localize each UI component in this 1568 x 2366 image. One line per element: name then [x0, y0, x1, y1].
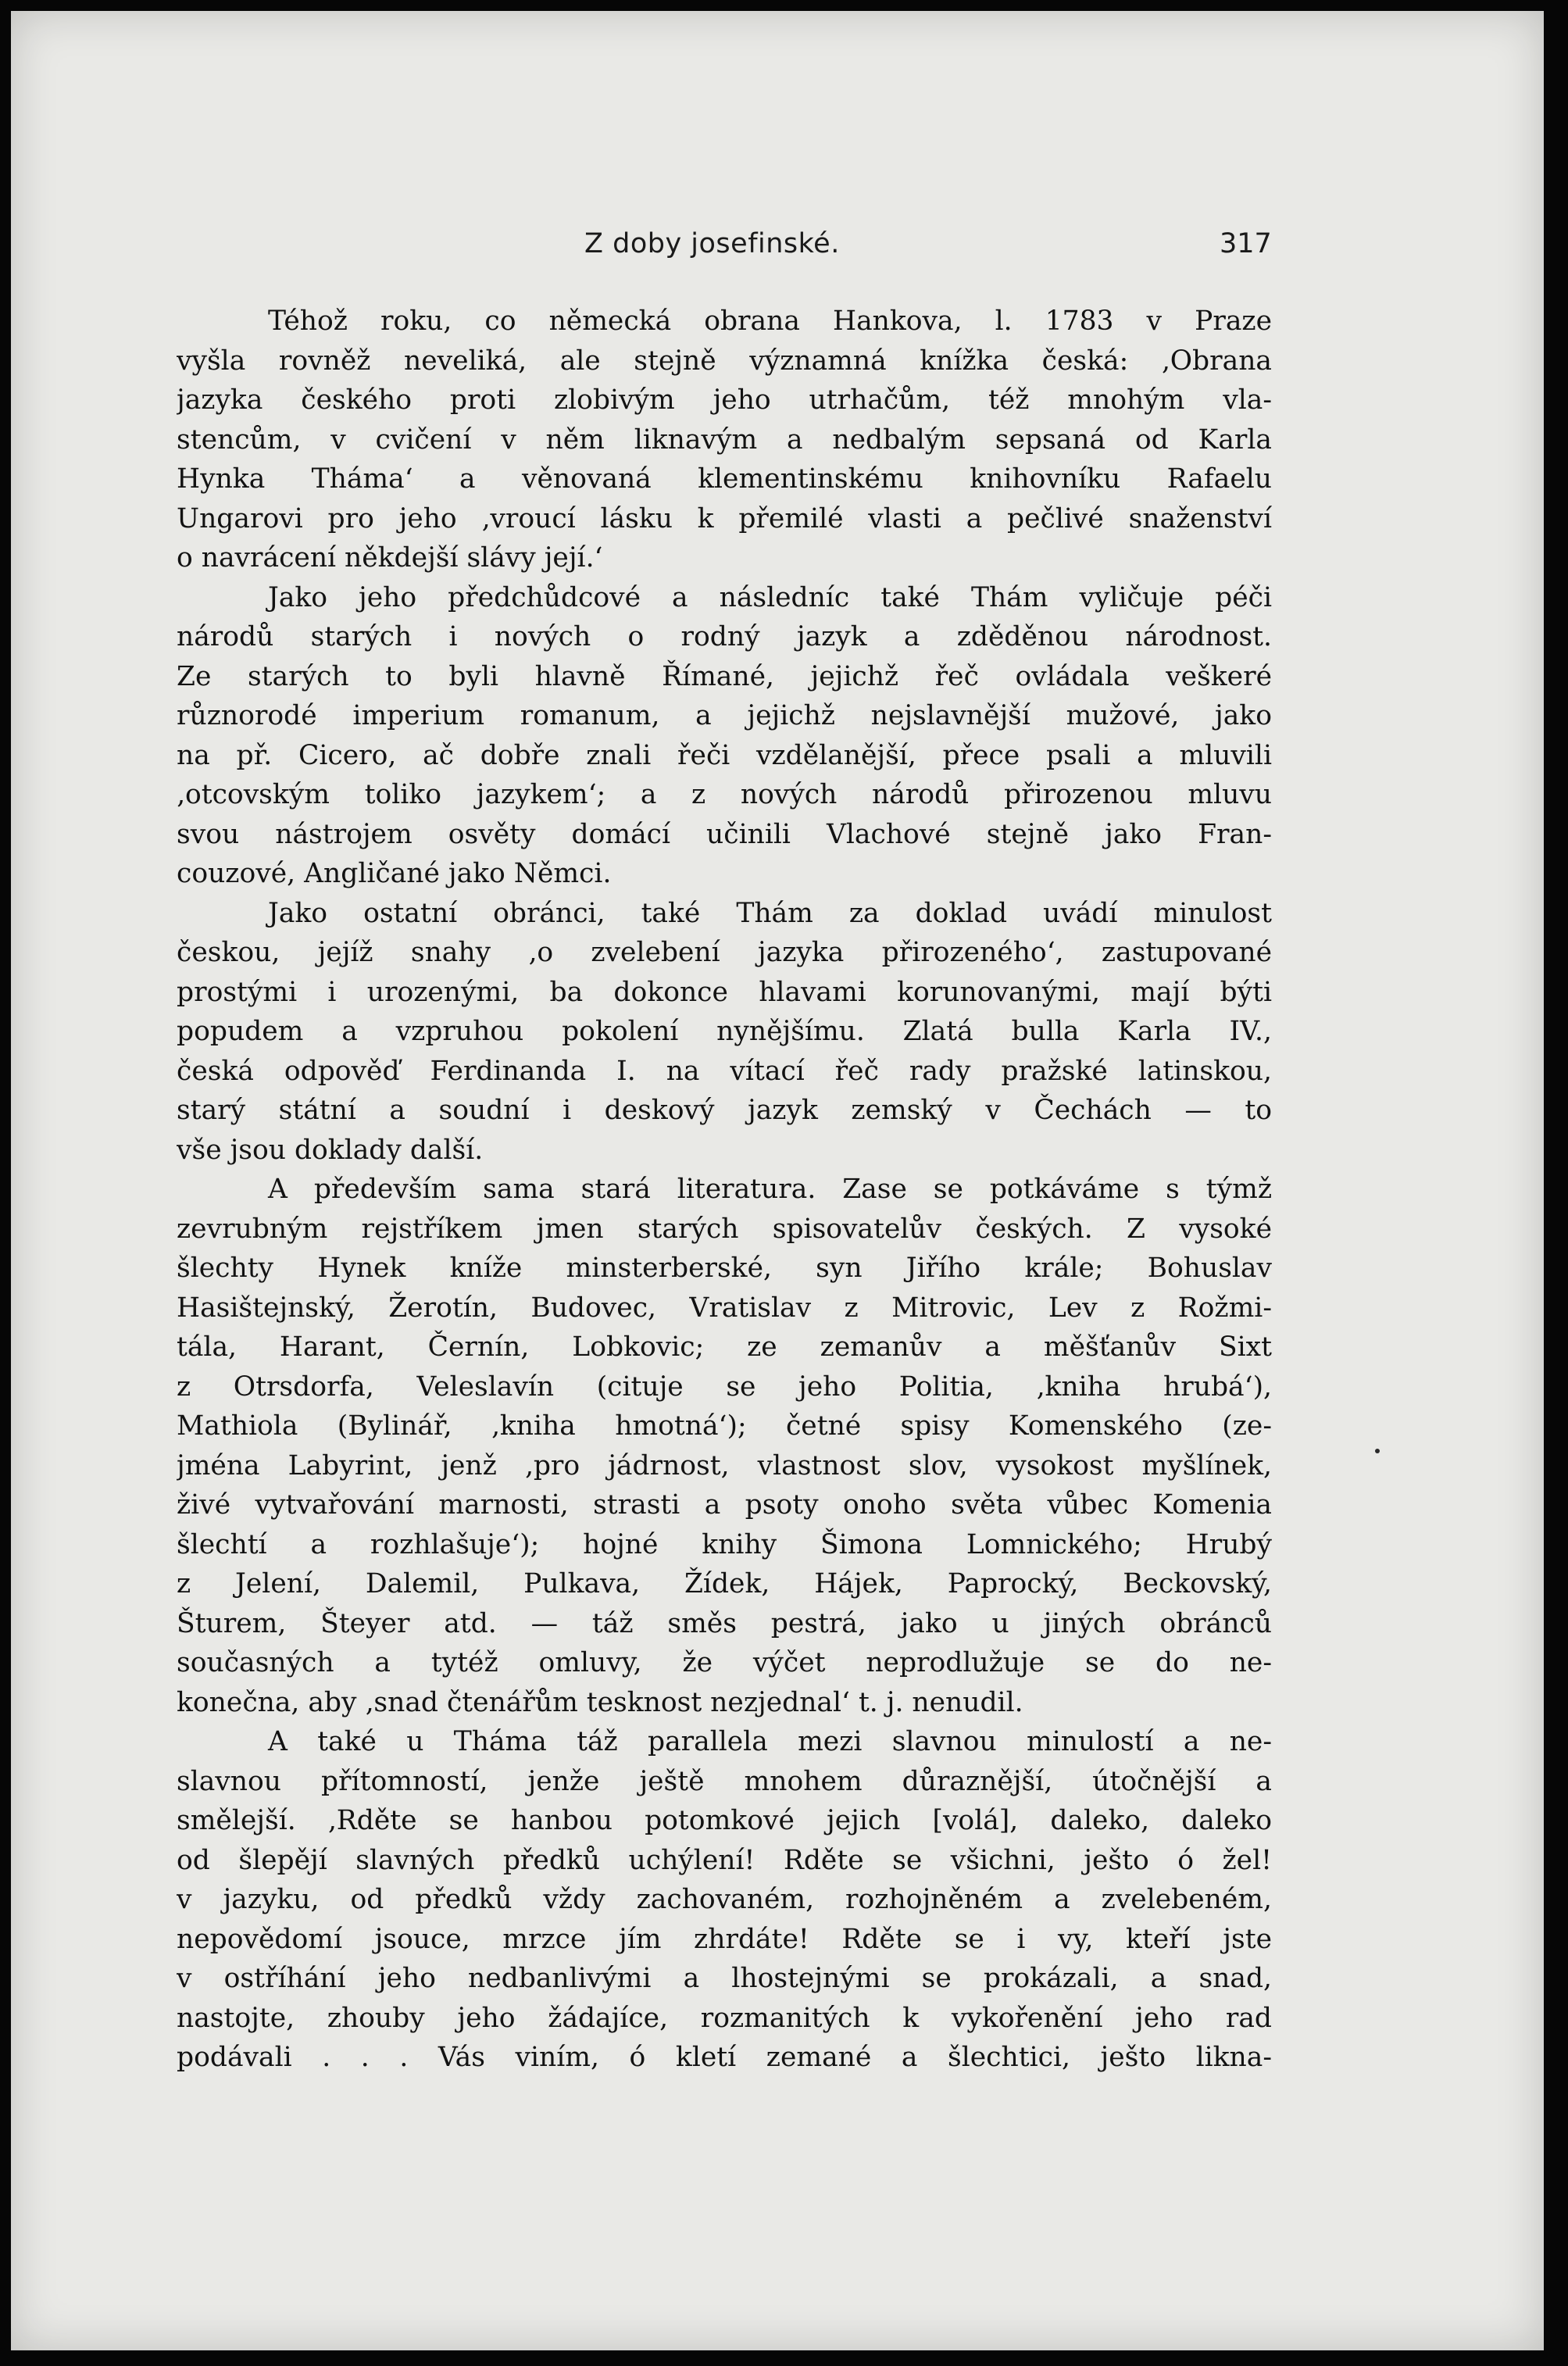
- text-line: nepovědomí jsouce, mrzce jím zhrdáte! Rděte se i vy, kteří jste: [177, 1923, 1272, 1955]
- text-line: z Jelení, Dalemil, Pulkava, Žídek, Hájek, Paprocký, Beckovský,: [177, 1568, 1272, 1599]
- body-text: [177, 302, 1272, 2078]
- text-line: svou nástrojem osvěty domácí učinili Vlachové stejně jako Fran-: [177, 818, 1272, 850]
- text-line: od šlepějí slavných předků uchýlení! Rděte se všichni, ješto ó žel!: [177, 1844, 1272, 1876]
- text-line: Jako jeho předchůdcové a následníc také Thám vyličuje péči: [268, 581, 1272, 613]
- text-line: couzové, Angličané jako Němci.: [177, 858, 612, 889]
- text-line: šlechtí a rozhlašuje‘); hojné knihy Šimona Lomnického; Hrubý: [177, 1528, 1272, 1560]
- text-line: o navrácení někdejší slávy její.‘: [177, 542, 603, 574]
- text-line: živé vytvařování marnosti, strasti a psoty onoho světa vůbec Komenia: [177, 1489, 1272, 1521]
- text-line: tála, Harant, Černín, Lobkovic; ze zemanův a měšťanův Sixt: [177, 1331, 1272, 1363]
- text-line: česká odpověď Ferdinanda I. na vítací řeč rady pražské latinskou,: [177, 1055, 1272, 1087]
- text-line: smělejší. ‚Rděte se hanbou potomkové jejich [volá], daleko, daleko: [177, 1805, 1272, 1836]
- text-line: jména Labyrint, jenž ‚pro jádrnost, vlastnost slov, vysokost myšlínek,: [177, 1449, 1272, 1481]
- page-number: 317: [1220, 228, 1272, 259]
- text-line: podávali . . . Vás viním, ó kletí zemané a šlechtici, ješto likna-: [177, 2042, 1272, 2073]
- text-line: šlechty Hynek kníže minsterberské, syn Jiřího krále; Bohuslav: [177, 1253, 1272, 1284]
- text-line: na př. Cicero, ač dobře znali řeči vzdělanější, přece psali a mluvili: [177, 739, 1272, 771]
- page-header: [11, 228, 1544, 266]
- text-line: stencům, v cvičení v něm liknavým a nedbalým sepsaná od Karla: [177, 424, 1272, 456]
- text-line: starý státní a soudní i deskový jazyk zemský v Čechách — to: [177, 1095, 1272, 1126]
- text-line: zevrubným rejstříkem jmen starých spisovatelův českých. Z vysoké: [177, 1213, 1272, 1245]
- text-line: Mathiola (Bylinář, ‚kniha hmotná‘); četné spisy Komenského (ze-: [177, 1410, 1272, 1442]
- text-line: popudem a vzpruhou pokolení nynějšímu. Zlatá bulla Karla IV.,: [177, 1016, 1272, 1047]
- text-line: nastojte, zhouby jeho žádajíce, rozmanitých k vykořenění jeho rad: [177, 2002, 1272, 2034]
- text-line: vyšla rovněž neveliká, ale stejně významná knížka česká: ‚Obrana: [177, 345, 1272, 377]
- text-line: ‚otcovským toliko jazykem‘; a z nových národů přirozenou mluvu: [177, 779, 1272, 810]
- text-line: prostými i urozenými, ba dokonce hlavami korunovanými, mají býti: [177, 976, 1272, 1008]
- text-line: Ze starých to byli hlavně Římané, jejichž řeč ovládala veškeré: [177, 660, 1272, 692]
- text-line: současných a tytéž omluvy, že výčet neprodlužuje se do ne-: [177, 1647, 1272, 1678]
- text-line: národů starých i nových o rodný jazyk a zděděnou národnost.: [177, 621, 1272, 652]
- text-line: Ungarovi pro jeho ‚vroucí lásku k přemilé vlasti a pečlivé snaženství: [177, 502, 1272, 534]
- running-head: Z doby josefinské.: [584, 228, 840, 259]
- text-line: v jazyku, od předků vždy zachovaném, rozhojněném a zvelebeném,: [177, 1884, 1272, 1915]
- text-line: vše jsou doklady další.: [177, 1134, 484, 1166]
- text-line: A především sama stará literatura. Zase se potkáváme s týmž: [268, 1174, 1272, 1205]
- text-line: Šturem, Šteyer atd. — táž směs pestrá, jako u jiných obránců: [177, 1607, 1272, 1639]
- text-line: Téhož roku, co německá obrana Hankova, l. 1783 v Praze: [268, 306, 1272, 337]
- text-line: jazyka českého proti zlobivým jeho utrhačům, též mnohým vla-: [177, 384, 1272, 416]
- book-page: [11, 11, 1544, 2350]
- scan-speck: [1375, 1449, 1380, 1453]
- text-line: slavnou přítomností, jenže ještě mnohem důraznější, útočnější a: [177, 1765, 1272, 1797]
- text-line: konečna, aby ‚snad čtenářům tesknost nezjednal‘ t. j. nenudil.: [177, 1686, 1023, 1718]
- text-line: různorodé imperium romanum, a jejichž nejslavnější mužové, jako: [177, 700, 1272, 731]
- text-line: A také u Tháma táž parallela mezi slavnou minulostí a ne-: [268, 1726, 1272, 1757]
- text-line: Jako ostatní obránci, také Thám za doklad uvádí minulost: [268, 897, 1272, 929]
- text-line: Hynka Tháma‘ a věnovaná klementinskému knihovníku Rafaelu: [177, 463, 1272, 495]
- text-line: českou, jejíž snahy ‚o zvelebení jazyka přirozeného‘, zastupované: [177, 937, 1272, 968]
- text-line: z Otrsdorfa, Veleslavín (cituje se jeho Politia, ‚kniha hrubá‘),: [177, 1371, 1272, 1403]
- text-line: Hasištejnský, Žerotín, Budovec, Vratislav z Mitrovic, Lev z Rožmi-: [177, 1292, 1272, 1324]
- text-line: v ostříhání jeho nedbanlivými a lhostejnými se prokázali, a snad,: [177, 1963, 1272, 1994]
